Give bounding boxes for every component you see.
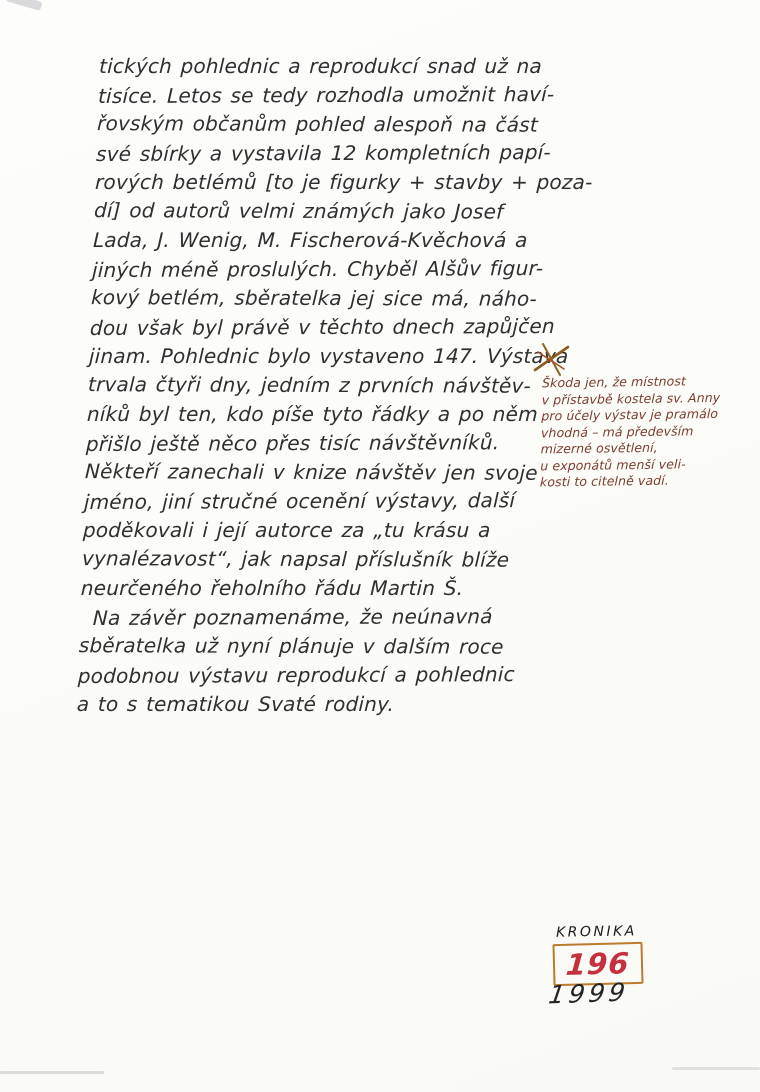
handwritten-line: sběratelka už nyní plánuje v dalším roce bbox=[78, 633, 505, 659]
handwritten-line: a to s tematikou Svaté rodiny. bbox=[76, 692, 395, 716]
handwritten-line: Na závěr poznamenáme, že neúnavná bbox=[92, 604, 494, 630]
handwritten-line: jinam. Pohlednic bylo vystaveno 147. Výstava bbox=[88, 344, 569, 368]
handwritten-line: rových betlémů [to je figurky + stavby + poza- bbox=[94, 170, 593, 194]
margin-star-icon bbox=[533, 343, 571, 377]
scan-artifact-bottom-right bbox=[672, 1067, 760, 1070]
margin-note-line: vhodná – má především bbox=[540, 422, 694, 440]
handwritten-line: tisíce. Letos se tedy rozhodla umožnit haví- bbox=[97, 82, 555, 109]
handwritten-line: vynalézavost“, jak napsal příslušník blíže bbox=[81, 546, 510, 572]
margin-note-line: Škoda jen, že místnost bbox=[541, 373, 687, 391]
handwritten-line: kový betlém, sběratelka jej sice má, náho- bbox=[90, 285, 538, 311]
handwritten-line: níků byl ten, kdo píše tyto řádky a po něm bbox=[86, 402, 539, 426]
year-label: 1999 bbox=[546, 977, 631, 1010]
handwritten-line: jiných méně proslulých. Chyběl Alšův figur- bbox=[91, 256, 544, 283]
scan-artifact-bottom-left bbox=[0, 1071, 104, 1074]
handwritten-line: trvala čtyři dny, jedním z prvních návštěv- bbox=[87, 372, 532, 398]
handwritten-line: své sbírky a vystavila 12 kompletních papí- bbox=[95, 140, 552, 167]
kronika-label: KRONIKA bbox=[555, 923, 637, 941]
handwritten-line: řovským občanům pohled alespoň na část bbox=[96, 111, 539, 137]
handwritten-line: přišlo ještě něco přes tisíc návštěvníků. bbox=[85, 430, 500, 457]
margin-note-line: mizerné osvětlení, bbox=[540, 439, 658, 457]
margin-note-line: pro účely výstav je pramálo bbox=[541, 405, 719, 424]
margin-note bbox=[540, 373, 742, 491]
page-number: 196 bbox=[564, 946, 632, 982]
handwritten-line: poděkovali i její autorce za „tu krásu a bbox=[82, 518, 491, 542]
margin-note-line: u exponátů menší veli- bbox=[540, 455, 686, 473]
handwritten-line: tických pohlednic a reprodukcí snad už na bbox=[98, 54, 543, 78]
handwritten-line: Někteří zanechali v knize návštěv jen svoje bbox=[84, 459, 539, 485]
handwritten-line: Lada, J. Wenig, M. Fischerová-Kvěchová a bbox=[92, 228, 528, 252]
margin-note-line: kosti to citelně vadí. bbox=[539, 472, 670, 490]
handwritten-line: jméno, jiní stručné ocenění výstavy, další bbox=[83, 488, 516, 515]
main-text-block bbox=[76, 52, 593, 719]
margin-note-line: v přístavbě kostela sv. Anny bbox=[541, 389, 721, 407]
handwritten-line: podobnou výstavu reprodukcí a pohlednic bbox=[77, 662, 516, 689]
scan-artifact-top-left bbox=[5, 0, 42, 11]
handwritten-line: dí] od autorů velmi známých jako Josef bbox=[93, 198, 504, 224]
handwritten-line: dou však byl právě v těchto dnech zapůjčen bbox=[89, 314, 556, 341]
handwritten-line: neurčeného řeholního řádu Martin Š. bbox=[80, 576, 464, 600]
